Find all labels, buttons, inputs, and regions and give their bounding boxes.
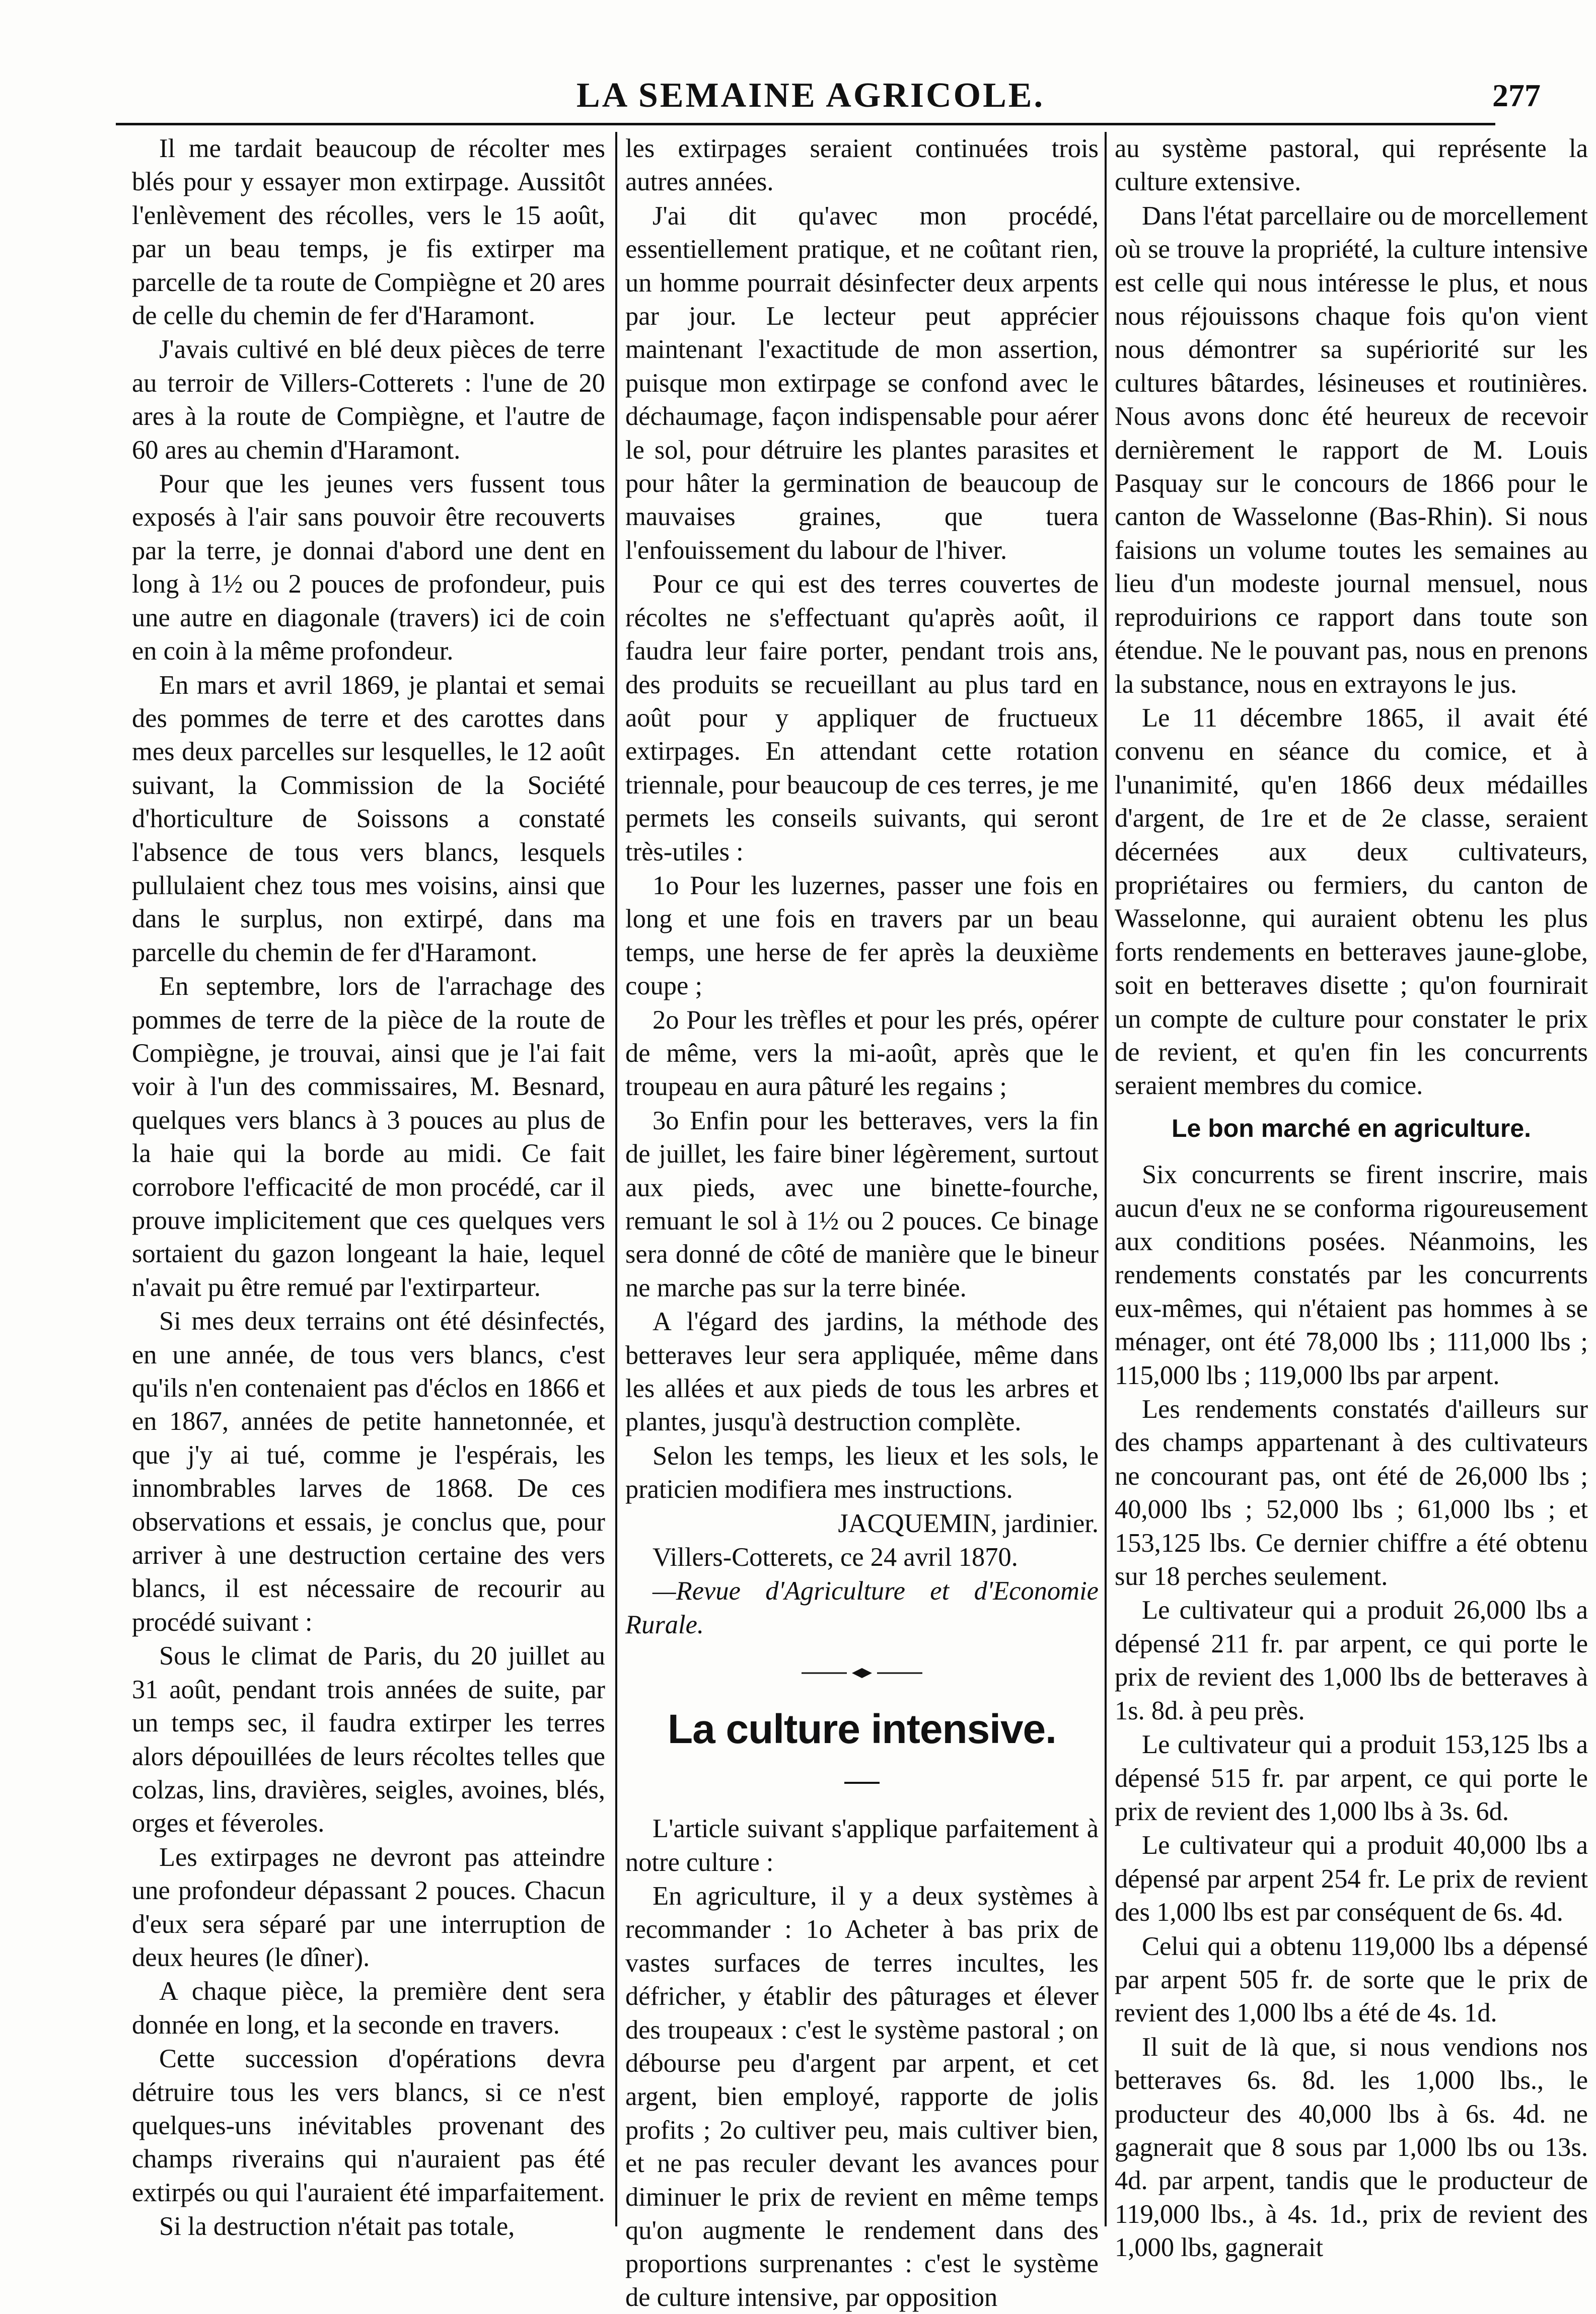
paragraph: Six concurrents se firent inscrire, mais aucun d'eux ne se conforma rigoureusement aux conditions posées. Néanmoins, les rendements constatés par les concurrents eux-mêmes, qui n'étaient pas hommes à se ménager, ont été 78,000 lbs ; 111,000 lbs ; 115,000 lbs ; 119,000 lbs par arpent.	[1115, 1160, 1588, 1390]
title-dash	[625, 1759, 1099, 1792]
paragraph: Les rendements constatés d'ailleurs sur des champs appartenant à des cultivateurs ne concourant pas, ont été de 26,000 lbs ; 40,000 lbs ; 52,000 lbs ; 61,000 lbs ; et 153,125 lbs. Ce dernier chiffre a été obtenu sur 18 perches seulement.	[1115, 1395, 1588, 1592]
header-rule	[116, 123, 1495, 125]
paragraph: En mars et avril 1869, je plantai et semai des pommes de terre et des carottes dans mes deux parcelles sur lesquelles, le 12 août suivant, la Commission de la Société d'horticulture de Soissons a constaté l'absence de tous vers blancs, lesquels pullulaient chez tous mes voisins, ainsi que dans le surplus, non extirpé, dans ma parcelle du chemin de fer d'Haramont.	[132, 670, 605, 967]
paragraph: 1o Pour les luzernes, passer une fois en long et une fois en travers par un beau temps, une herse de fer après la deuxième coupe ;	[625, 871, 1099, 1001]
right-column	[1115, 132, 1588, 2263]
paragraph: En septembre, lors de l'arrachage des pommes de terre de la pièce de la route de Compiègne, je trouvai, ainsi que je l'ai fait voir à l'un des commissaires, M. Besnard, quelques vers blancs à 3 pouces au plus de la haie qui la borde au midi. Ce fait corrobore l'efficacité de mon procédé, car il prouve implicitement que ces quelques vers sortaient du gazon longeant la haie, lequel n'avait pu être remué par l'extirparteur.	[132, 972, 605, 1302]
paragraph: 3o Enfin pour les betteraves, vers la fin de juillet, les faire biner légèrement, surtout aux pieds, avec une binette-fourche, remuant le sol à 1½ ou 2 pouces. Ce binage sera donné de côté de manière que le bineur ne marche pas sur la terre binée.	[625, 1106, 1099, 1303]
paragraph: Sous le climat de Paris, du 20 juillet au 31 août, pendant trois années de suite, par un temps sec, il faudra extirper les terres alors dépouillées de leurs récoltes telles que colzas, lins, dravières, seigles, avoines, blés, orges et féveroles.	[132, 1641, 605, 1838]
diamond-rule-ornament-icon	[625, 1655, 1099, 1689]
page-header	[81, 76, 1541, 116]
column-rule-left	[615, 132, 617, 2226]
paragraph: J'ai dit qu'avec mon procédé, essentiellement pratique, et ne coûtant rien, un homme pourrait désinfecter deux arpents par jour. Le lecteur peut apprécier maintenant l'exactitude de mon assertion, puisque mon extirpage se confond avec le déchaumage, façon indispensable pour aérer le sol, pour détruire les plantes parasites et pour hâter la germination de beaucoup de mauvaises graines, que tuera l'enfouissement du labour de l'hiver.	[625, 201, 1099, 565]
middle-column	[625, 132, 1099, 2312]
paragraph: Il me tardait beaucoup de récolter mes blés pour y essayer mon extirpage. Aussitôt l'enlèvement des récolles, vers le 15 août, par un beau temps, je fis extirper ma parcelle de ta route de Compiègne et 20 ares de celle du chemin de fer d'Haramont.	[132, 134, 605, 331]
paragraph: A l'égard des jardins, la méthode des betteraves leur sera appliquée, même dans les allées et aux pieds de tous les arbres et plantes, jusqu'à destruction complète.	[625, 1307, 1099, 1437]
section-subheading: Le bon marché en agriculture.	[1171, 1114, 1532, 1142]
source-citation: —Revue d'Agriculture et d'Economie Rurale.	[625, 1576, 1099, 1639]
left-column	[132, 132, 605, 2241]
paragraph: Le cultivateur qui a produit 153,125 lbs a dépensé 515 fr. par arpent, ce qui porte le prix de revient des 1,000 lbs à 3s. 6d.	[1115, 1730, 1588, 1826]
paragraph: Le cultivateur qui a produit 26,000 lbs a dépensé 211 fr. par arpent, ce qui porte le prix de revient des 1,000 lbs de betteraves à 1s. 8d. à peu près.	[1115, 1596, 1588, 1725]
paragraph: Le cultivateur qui a produit 40,000 lbs a dépensé par arpent 254 fr. Le prix de revient des 1,000 lbs est par conséquent de 6s. 4d.	[1115, 1831, 1588, 1927]
column-rule-right	[1105, 132, 1107, 2226]
paragraph: Celui qui a obtenu 119,000 lbs a dépensé par arpent 505 fr. de sorte que le prix de revient des 1,000 lbs a été de 4s. 1d.	[1115, 1931, 1588, 2028]
paragraph: A chaque pièce, la première dent sera donnée en long, et la seconde en travers.	[132, 1977, 605, 2040]
page-number: 277	[1492, 78, 1541, 113]
paragraph: Selon les temps, les lieux et les sols, le praticien modifiera mes instructions.	[625, 1441, 1099, 1504]
paragraph: En agriculture, il y a deux systèmes à recommander : 1o Acheter à bas prix de vastes surfaces de terres incultes, les défricher, y établir des pâturages et élever des troupeaux : c'est le système pastoral ; on débourse peu d'argent par arpent, et cet argent, bien employé, rapporte de jolis profits ; 2o cultiver peu, mais cultiver bien, et ne pas reculer devant les avances pour diminuer le prix de revient en même temps qu'on augmente le rendement dans des proportions surprenantes : c'est le système de culture intensive, par opposition	[625, 1881, 1099, 2312]
paragraph: les extirpages seraient continuées trois autres années.	[625, 134, 1099, 197]
paragraph: Pour que les jeunes vers fussent tous exposés à l'air sans pouvoir être recouverts par la terre, je donnai d'abord une dent en long à 1½ ou 2 pouces de profondeur, puis une autre en diagonale (travers) ici de coin en coin à la même profondeur.	[132, 469, 605, 666]
paragraph: Si mes deux terrains ont été désinfectés, en une année, de tous vers blancs, c'est qu'ils n'en contenaient pas d'éclos en 1866 et en 1867, années de petite hannetonnée, et que j'y ai tué, comme je l'espérais, les innombrables larves de 1868. De ces observations et essais, je conclus que, pour arriver à une destruction certaine des vers blancs, il est nécessaire de recourir au procédé suivant :	[132, 1307, 605, 1637]
journal-title: LA SEMAINE AGRICOLE.	[576, 76, 1045, 115]
paragraph: Dans l'état parcellaire ou de morcellement où se trouve la propriété, la culture intensive est celle qui nous intéresse le plus, et nous nous réjouissons chaque fois qu'on vient nous démontrer sa supériorité sur les cultures bâtardes, lésineuses et routinières. Nous avons donc été heureux de recevoir dernièrement le rapport de M. Louis Pasquay sur le concours de 1866 pour le canton de Wasselonne (Bas-Rhin). Si nous faisions un volume toutes les semaines au lieu d'un modeste journal mensuel, nous reproduirions ce rapport dans toute son étendue. Ne le pouvant pas, nous en prenons la substance, nous en extrayons le jus.	[1115, 201, 1588, 699]
paragraph: L'article suivant s'applique parfaitement à notre culture :	[625, 1814, 1099, 1877]
paragraph: Les extirpages ne devront pas atteindre une profondeur dépassant 2 pouces. Chacun d'eux sera séparé par une interruption de deux heures (le dîner).	[132, 1842, 605, 1972]
paragraph: Pour ce qui est des terres couvertes de récoltes ne s'effectuant qu'après août, il faudra leur faire porter, pendant trois ans, des produits se recueillant au plus tard en août pour y appliquer de fructueux extirpages. En attendant cette rotation triennale, pour beaucoup de ces terres, je me permets les conseils suivants, qui seront très-utiles :	[625, 569, 1099, 866]
paragraph: 2o Pour les trèfles et pour les prés, opérer de même, vers la mi-août, après que le troupeau en aura pâturé les regains ;	[625, 1005, 1099, 1102]
article-title: La culture intensive.	[668, 1706, 1056, 1752]
paragraph: Cette succession d'opérations devra détruire tous les vers blancs, si ce n'est quelques-uns inévitables provenant des champs riverains qui n'auraient pas été extirpés ou qui l'auraient été imparfaitement.	[132, 2044, 605, 2207]
paragraph: J'avais cultivé en blé deux pièces de terre au terroir de Villers-Cotterets : l'une de 20 ares à la route de Compiègne, et l'autre de 60 ares au chemin d'Haramont.	[132, 335, 605, 465]
signature: JACQUEMIN, jardinier.	[838, 1508, 1099, 1538]
paragraph: au système pastoral, qui représente la culture extensive.	[1115, 134, 1588, 197]
paragraph: Si la destruction n'était pas totale,	[159, 2212, 515, 2241]
paragraph: Le 11 décembre 1865, il avait été convenu en séance du comice, et à l'unanimité, qu'en 1866 deux médailles d'argent, de 1re et de 2e classe, seraient décernées aux deux cultivateurs, propriétaires ou fermiers, du canton de Wasselonne, qui auraient obtenu les plus forts rendements en betteraves jaune-globe, soit en betteraves disette ; qu'on fournirait un compte de culture pour constater le prix de revient, et qu'en fin les concurrents seraient membres du comice.	[1115, 703, 1588, 1101]
paragraph: Il suit de là que, si nous vendions nos betteraves 6s. 8d. les 1,000 lbs., le producteur des 40,000 lbs à 6s. 4d. ne gagnerait que 8 sous par 1,000 lbs ou 13s. 4d. par arpent, tandis que le producteur de 119,000 lbs., à 4s. 1d., prix de revient des 1,000 lbs, gagnerait	[1115, 2032, 1588, 2263]
dateline: Villers-Cotterets, ce 24 avril 1870.	[652, 1543, 1018, 1572]
